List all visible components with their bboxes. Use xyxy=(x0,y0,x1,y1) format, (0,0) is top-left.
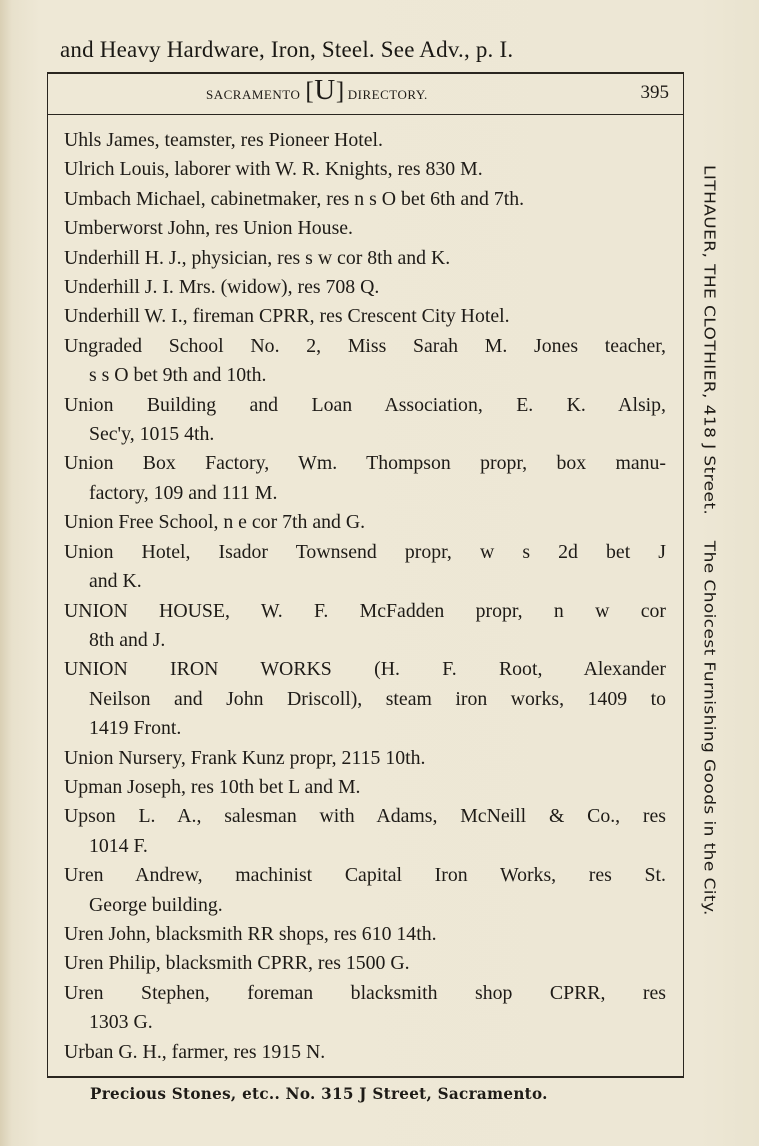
entry-line: Umbach Michael, cabinetmaker, res n s O bet 6th and 7th. xyxy=(64,187,525,210)
entry-line: Union Hotel, Isador Townsend propr, w s 2d bet J xyxy=(64,540,666,563)
entry-line: Umberworst John, res Union House. xyxy=(64,217,353,240)
directory-title xyxy=(206,74,428,106)
directory-entry xyxy=(64,920,666,949)
directory-entry xyxy=(64,332,666,391)
entry-continuation-line: 8th and J. xyxy=(89,628,166,651)
running-head-directory: DIRECTORY. xyxy=(347,86,428,102)
directory-entry xyxy=(64,214,666,243)
entry-continuation-line: factory, 109 and 111 M. xyxy=(89,481,278,504)
entry-line: Upman Joseph, res 10th bet L and M. xyxy=(64,775,361,798)
entry-line: Uren Philip, blacksmith CPRR, res 1500 G. xyxy=(64,952,410,975)
running-head xyxy=(48,74,683,115)
running-head-city: SACRAMENTO xyxy=(206,86,301,102)
directory-entry xyxy=(64,979,666,1038)
entry-line: Underhill W. I., fireman CPRR, res Crescent City Hotel. xyxy=(64,305,510,328)
directory-entry xyxy=(64,302,666,331)
entry-continuation-line: and K. xyxy=(89,570,142,593)
page-frame xyxy=(47,72,684,1078)
directory-entry xyxy=(64,391,666,450)
entry-line: UNION HOUSE, W. F. McFadden propr, n w cor xyxy=(64,599,666,622)
directory-entry xyxy=(64,597,666,656)
entry-line: Uhls James, teamster, res Pioneer Hotel. xyxy=(64,129,383,151)
entry-line: Underhill H. J., physician, res s w cor 8th and K. xyxy=(64,246,451,269)
entry-continuation-line: 1014 F. xyxy=(89,834,148,857)
directory-entry xyxy=(64,744,666,773)
directory-entry xyxy=(64,508,666,537)
entry-continuation-line: s s O bet 9th and 10th. xyxy=(89,364,267,387)
directory-entry xyxy=(64,655,666,743)
directory-entry xyxy=(64,802,666,861)
entry-line: Ungraded School No. 2, Miss Sarah M. Jones teacher, xyxy=(64,334,666,357)
entry-line: Uren Andrew, machinist Capital Iron Works, res St. xyxy=(64,864,666,887)
entry-line: Union Box Factory, Wm. Thompson propr, box manu- xyxy=(64,452,666,475)
directory-entry xyxy=(64,273,666,302)
entry-line: Underhill J. I. Mrs. (widow), res 708 Q. xyxy=(64,276,380,299)
directory-entry xyxy=(64,773,666,802)
directory-entry xyxy=(64,185,666,214)
top-advertisement-banner: and Heavy Hardware, Iron, Steel. See Adv., p. I. xyxy=(60,37,514,62)
entry-line: Union Free School, n e cor 7th and G. xyxy=(64,511,366,534)
entry-continuation-line: 1419 Front. xyxy=(89,717,182,740)
entry-continuation-line: 1303 G. xyxy=(89,1011,153,1034)
entry-line: Union Nursery, Frank Kunz propr, 2115 10th. xyxy=(64,746,426,769)
entry-continuation-line: Sec'y, 1015 4th. xyxy=(89,423,215,446)
section-letter: [U] xyxy=(305,74,345,106)
entry-line: UNION IRON WORKS (H. F. Root, Alexander xyxy=(64,658,666,681)
entry-line: Uren John, blacksmith RR shops, res 610 14th. xyxy=(64,922,437,945)
side-ad-clothier: LITHAUER, THE CLOTHIER, 418 J Street. xyxy=(700,165,718,516)
entry-line: Urban G. H., farmer, res 1915 N. xyxy=(64,1040,326,1063)
entry-continuation-line: Neilson and John Driscoll), steam iron works, 1409 to xyxy=(89,687,666,710)
entry-continuation-line: George building. xyxy=(89,893,223,916)
directory-entry xyxy=(64,126,666,155)
entry-line: Ulrich Louis, laborer with W. R. Knights, res 830 M. xyxy=(64,158,483,181)
entry-line: Union Building and Loan Association, E. K. Alsip, xyxy=(64,393,666,416)
directory-entry xyxy=(64,449,666,508)
directory-entry xyxy=(64,155,666,184)
side-ad-tagline: The Choicest Furnishing Goods in the City. xyxy=(700,540,718,916)
directory-entry xyxy=(64,538,666,597)
directory-entries xyxy=(64,126,666,1067)
side-advertisement xyxy=(700,165,717,916)
directory-entry xyxy=(64,244,666,273)
directory-entry xyxy=(64,1038,666,1067)
page-number: 395 xyxy=(640,82,669,103)
directory-entry xyxy=(64,861,666,920)
entry-line: Uren Stephen, foreman blacksmith shop CPRR, res xyxy=(64,981,666,1004)
bottom-advertisement-banner: Precious Stones, etc.. No. 315 J Street, Sacramento. xyxy=(90,1084,548,1103)
directory-entry xyxy=(64,949,666,978)
entry-line: Upson L. A., salesman with Adams, McNeill & Co., res xyxy=(64,805,666,828)
